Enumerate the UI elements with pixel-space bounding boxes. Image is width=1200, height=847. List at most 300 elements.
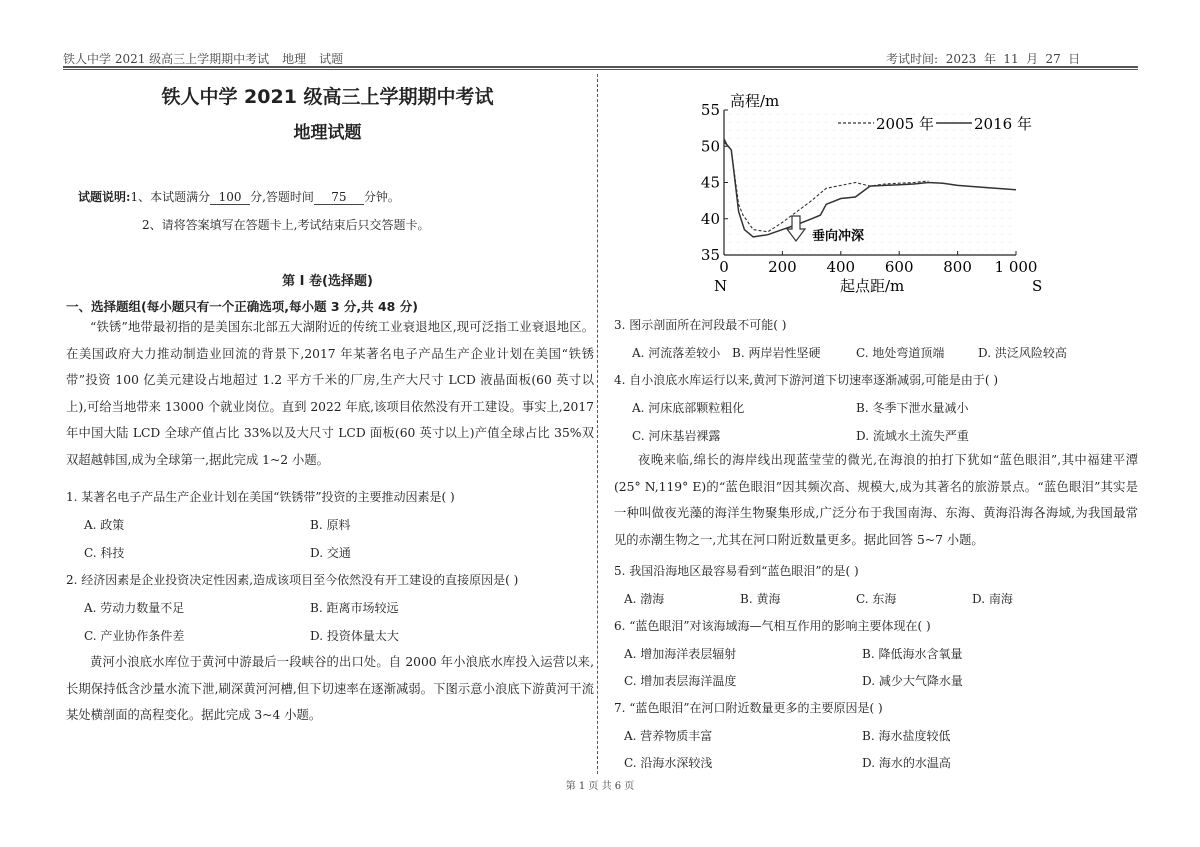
- q3-option-a[interactable]: A. 河流落差较小: [632, 346, 721, 360]
- grid-dot: [850, 218, 851, 219]
- grid-dot: [762, 122, 763, 123]
- grid-dot: [730, 242, 731, 243]
- grid-dot: [898, 242, 899, 243]
- grid-dot: [946, 234, 947, 235]
- grid-dot: [778, 130, 779, 131]
- grid-dot: [866, 162, 867, 163]
- grid-dot: [914, 186, 915, 187]
- grid-dot: [1010, 194, 1011, 195]
- grid-dot: [794, 138, 795, 139]
- grid-dot: [994, 242, 995, 243]
- grid-dot: [978, 234, 979, 235]
- grid-dot: [954, 202, 955, 203]
- grid-dot: [834, 122, 835, 123]
- q2-option-b[interactable]: B. 距离市场较远: [310, 601, 399, 615]
- grid-dot: [770, 130, 771, 131]
- grid-dot: [874, 218, 875, 219]
- grid-dot: [962, 114, 963, 115]
- grid-dot: [810, 114, 811, 115]
- q6-option-a[interactable]: A. 增加海洋表层辐射: [624, 647, 737, 661]
- grid-dot: [906, 242, 907, 243]
- grid-dot: [818, 146, 819, 147]
- grid-dot: [738, 218, 739, 219]
- grid-dot: [730, 218, 731, 219]
- grid-dot: [898, 194, 899, 195]
- grid-dot: [746, 194, 747, 195]
- grid-dot: [826, 186, 827, 187]
- grid-dot: [906, 202, 907, 203]
- grid-dot: [930, 162, 931, 163]
- grid-dot: [938, 218, 939, 219]
- grid-dot: [786, 138, 787, 139]
- grid-dot: [946, 202, 947, 203]
- grid-dot: [738, 114, 739, 115]
- grid-dot: [834, 138, 835, 139]
- grid-dot: [946, 178, 947, 179]
- q6-option-b[interactable]: B. 降低海水含氧量: [862, 647, 963, 661]
- grid-dot: [962, 170, 963, 171]
- grid-dot: [850, 130, 851, 131]
- grid-dot: [914, 170, 915, 171]
- q7-option-d[interactable]: D. 海水的水温高: [862, 756, 951, 770]
- q4-option-d[interactable]: D. 流域水土流失严重: [856, 429, 969, 443]
- grid-dot: [946, 154, 947, 155]
- grid-dot: [810, 186, 811, 187]
- chart-legend: [838, 115, 1032, 133]
- grid-dot: [786, 210, 787, 211]
- grid-dot: [962, 154, 963, 155]
- grid-dot: [866, 218, 867, 219]
- grid-dot: [786, 178, 787, 179]
- grid-dot: [826, 218, 827, 219]
- grid-dot: [770, 194, 771, 195]
- grid-dot: [890, 154, 891, 155]
- grid-dot: [986, 138, 987, 139]
- grid-dot: [930, 194, 931, 195]
- grid-dot: [986, 186, 987, 187]
- grid-dot: [946, 226, 947, 227]
- passage-rust-belt: “铁锈”地带最初指的是美国东北部五大湖附近的传统工业衰退地区,现可泛指工业衰退地区。在美国政府大力推动制造业回流的背景下,2017 年某著名电子产品生产企业计划在美国“铁锈带”投资 100 亿美元建设占地超过 1.2 平方千米的厂房,生产大尺寸 LCD 液晶面板(60 英寸以上),可给当地带来 13000 个就业岗位。直到 2022 年底,该项目依然没有开工建设。事实上,2017 年中国大陆 LCD 全球产值占比 33%以及大尺寸 LCD 面板(60 英寸以上)产值全球占比 35%双双超越韩国,成为全球第一,据此完成 1~2 小题。: [66, 320, 594, 467]
- grid-dot: [898, 226, 899, 227]
- header-subject: 地理: [269, 50, 319, 68]
- grid-dot: [762, 202, 763, 203]
- grid-dot: [794, 162, 795, 163]
- grid-dot: [754, 210, 755, 211]
- x-tick-label: 400: [826, 258, 856, 276]
- grid-dot: [914, 194, 915, 195]
- y-tick-label: 55: [700, 101, 720, 119]
- grid-dot: [882, 138, 883, 139]
- grid-dot: [938, 210, 939, 211]
- grid-dot: [898, 154, 899, 155]
- grid-dot: [730, 146, 731, 147]
- grid-dot: [954, 226, 955, 227]
- grid-dot: [826, 138, 827, 139]
- grid-dot: [890, 234, 891, 235]
- grid-dot: [754, 146, 755, 147]
- grid-dot: [858, 226, 859, 227]
- grid-dot: [898, 178, 899, 179]
- grid-dot: [762, 114, 763, 115]
- grid-dot: [994, 170, 995, 171]
- grid-dot: [898, 170, 899, 171]
- grid-dot: [978, 210, 979, 211]
- q2-option-c[interactable]: C. 产业协作条件差: [84, 629, 185, 643]
- grid-dot: [730, 234, 731, 235]
- y-tick-label: 35: [700, 246, 720, 264]
- grid-dot: [890, 210, 891, 211]
- grid-dot: [1002, 170, 1003, 171]
- grid-dot: [954, 170, 955, 171]
- grid-dot: [994, 162, 995, 163]
- grid-dot: [834, 114, 835, 115]
- grid-dot: [882, 162, 883, 163]
- grid-dot: [794, 202, 795, 203]
- grid-dot: [826, 210, 827, 211]
- grid-dot: [858, 138, 859, 139]
- grid-dot: [794, 242, 795, 243]
- grid-dot: [754, 154, 755, 155]
- grid-dot: [962, 130, 963, 131]
- grid-dot: [786, 170, 787, 171]
- grid-dot: [746, 186, 747, 187]
- grid-dot: [762, 186, 763, 187]
- grid-dot: [778, 146, 779, 147]
- grid-dot: [954, 178, 955, 179]
- grid-dot: [826, 130, 827, 131]
- grid-dot: [858, 146, 859, 147]
- grid-dot: [794, 170, 795, 171]
- grid-dot: [962, 226, 963, 227]
- grid-dot: [778, 186, 779, 187]
- grid-dot: [962, 242, 963, 243]
- grid-dot: [818, 226, 819, 227]
- q1-option-d[interactable]: D. 交通: [310, 546, 351, 560]
- chart-grid: [730, 114, 1011, 251]
- grid-dot: [786, 234, 787, 235]
- grid-dot: [810, 170, 811, 171]
- grid-dot: [842, 114, 843, 115]
- grid-dot: [994, 138, 995, 139]
- q3-option-c[interactable]: C. 地处弯道顶端: [856, 346, 945, 360]
- grid-dot: [826, 122, 827, 123]
- grid-dot: [738, 130, 739, 131]
- grid-dot: [826, 202, 827, 203]
- grid-dot: [770, 114, 771, 115]
- grid-dot: [842, 178, 843, 179]
- grid-dot: [858, 250, 859, 251]
- q2-option-d[interactable]: D. 投资体量太大: [310, 629, 399, 643]
- grid-dot: [874, 210, 875, 211]
- grid-dot: [818, 250, 819, 251]
- grid-dot: [866, 130, 867, 131]
- grid-dot: [746, 130, 747, 131]
- grid-dot: [794, 154, 795, 155]
- header-day: 27: [1038, 52, 1068, 67]
- grid-dot: [810, 194, 811, 195]
- grid-dot: [834, 218, 835, 219]
- grid-dot: [946, 194, 947, 195]
- q1-option-c[interactable]: C. 科技: [84, 546, 125, 560]
- grid-dot: [874, 146, 875, 147]
- grid-dot: [978, 226, 979, 227]
- grid-dot: [962, 202, 963, 203]
- grid-dot: [970, 234, 971, 235]
- grid-dot: [858, 114, 859, 115]
- grid-dot: [842, 218, 843, 219]
- grid-dot: [778, 194, 779, 195]
- question-3: 3. 图示剖面所在河段最不可能( ): [614, 318, 787, 332]
- grid-dot: [962, 138, 963, 139]
- chart-annotation: 垂向冲深: [812, 229, 865, 244]
- grid-dot: [906, 154, 907, 155]
- grid-dot: [906, 194, 907, 195]
- grid-dot: [1002, 178, 1003, 179]
- grid-dot: [834, 194, 835, 195]
- grid-dot: [762, 234, 763, 235]
- grid-dot: [970, 170, 971, 171]
- grid-dot: [786, 226, 787, 227]
- header-exam-name: 铁人中学 2021 级高三上学期期中考试: [63, 52, 270, 66]
- grid-dot: [978, 242, 979, 243]
- q4-option-a[interactable]: A. 河床底部颗粒粗化: [632, 401, 745, 415]
- grid-dot: [762, 162, 763, 163]
- q7-option-c[interactable]: C. 沿海水深较浅: [624, 756, 713, 770]
- grid-dot: [890, 138, 891, 139]
- grid-dot: [882, 202, 883, 203]
- grid-dot: [746, 250, 747, 251]
- grid-dot: [810, 234, 811, 235]
- grid-dot: [818, 162, 819, 163]
- grid-dot: [738, 154, 739, 155]
- grid-dot: [962, 210, 963, 211]
- grid-dot: [890, 218, 891, 219]
- grid-dot: [802, 218, 803, 219]
- q3-option-d[interactable]: D. 洪泛风险较高: [978, 346, 1067, 360]
- q5-option-a[interactable]: A. 渤海: [624, 592, 665, 606]
- grid-dot: [786, 194, 787, 195]
- grid-dot: [1002, 234, 1003, 235]
- grid-dot: [794, 122, 795, 123]
- grid-dot: [882, 154, 883, 155]
- header-day-unit: 日: [1068, 52, 1081, 66]
- question-group-title: 一、选择题组(每小题只有一个正确选项,每小题 3 分,共 48 分): [66, 299, 418, 314]
- grid-dot: [954, 194, 955, 195]
- instructions-line-1: [78, 188, 400, 205]
- grid-dot: [746, 138, 747, 139]
- grid-dot: [842, 146, 843, 147]
- instructions-text: 1、本试题满分: [130, 190, 211, 204]
- grid-dot: [954, 130, 955, 131]
- grid-dot: [1002, 242, 1003, 243]
- grid-dot: [994, 218, 995, 219]
- grid-dot: [930, 146, 931, 147]
- grid-dot: [826, 114, 827, 115]
- grid-dot: [810, 162, 811, 163]
- grid-dot: [970, 202, 971, 203]
- grid-dot: [938, 178, 939, 179]
- grid-dot: [874, 170, 875, 171]
- grid-dot: [954, 234, 955, 235]
- grid-dot: [946, 210, 947, 211]
- grid-dot: [826, 170, 827, 171]
- grid-dot: [738, 226, 739, 227]
- grid-dot: [754, 242, 755, 243]
- grid-dot: [922, 138, 923, 139]
- grid-dot: [730, 170, 731, 171]
- grid-dot: [810, 218, 811, 219]
- grid-dot: [738, 186, 739, 187]
- grid-dot: [1010, 242, 1011, 243]
- grid-dot: [730, 178, 731, 179]
- grid-dot: [962, 234, 963, 235]
- grid-dot: [914, 226, 915, 227]
- q3-option-b[interactable]: B. 两岸岩性坚硬: [732, 346, 821, 360]
- grid-dot: [802, 202, 803, 203]
- q1-option-b[interactable]: B. 原料: [310, 518, 351, 532]
- grid-dot: [906, 226, 907, 227]
- grid-dot: [818, 130, 819, 131]
- grid-dot: [994, 210, 995, 211]
- grid-dot: [938, 250, 939, 251]
- grid-dot: [946, 130, 947, 131]
- grid-dot: [834, 146, 835, 147]
- grid-dot: [914, 178, 915, 179]
- grid-dot: [946, 250, 947, 251]
- grid-dot: [858, 178, 859, 179]
- grid-dot: [866, 202, 867, 203]
- grid-dot: [866, 178, 867, 179]
- grid-dot: [1002, 186, 1003, 187]
- grid-dot: [770, 226, 771, 227]
- grid-dot: [810, 138, 811, 139]
- grid-dot: [762, 242, 763, 243]
- instructions-text: 分,答题时间: [250, 190, 314, 204]
- grid-dot: [930, 138, 931, 139]
- grid-dot: [770, 210, 771, 211]
- grid-dot: [730, 138, 731, 139]
- grid-dot: [930, 218, 931, 219]
- grid-dot: [858, 130, 859, 131]
- grid-dot: [882, 170, 883, 171]
- grid-dot: [762, 218, 763, 219]
- grid-dot: [946, 170, 947, 171]
- grid-dot: [994, 234, 995, 235]
- grid-dot: [850, 154, 851, 155]
- q5-option-b[interactable]: B. 黄海: [740, 592, 781, 606]
- grid-dot: [746, 234, 747, 235]
- grid-dot: [970, 162, 971, 163]
- grid-dot: [970, 218, 971, 219]
- grid-dot: [994, 154, 995, 155]
- grid-dot: [810, 130, 811, 131]
- grid-dot: [954, 218, 955, 219]
- grid-dot: [786, 154, 787, 155]
- q5-option-c[interactable]: C. 东海: [856, 592, 897, 606]
- grid-dot: [922, 170, 923, 171]
- grid-dot: [874, 130, 875, 131]
- grid-dot: [898, 202, 899, 203]
- grid-dot: [938, 162, 939, 163]
- grid-dot: [970, 250, 971, 251]
- grid-dot: [954, 146, 955, 147]
- grid-dot: [994, 226, 995, 227]
- q4-option-c[interactable]: C. 河床基岩裸露: [632, 429, 721, 443]
- grid-dot: [962, 146, 963, 147]
- q7-option-b[interactable]: B. 海水盐度较低: [862, 729, 951, 743]
- grid-dot: [826, 226, 827, 227]
- grid-dot: [730, 122, 731, 123]
- grid-dot: [1002, 250, 1003, 251]
- grid-dot: [874, 154, 875, 155]
- grid-dot: [754, 114, 755, 115]
- grid-dot: [946, 146, 947, 147]
- grid-dot: [802, 138, 803, 139]
- grid-dot: [778, 234, 779, 235]
- grid-dot: [882, 250, 883, 251]
- grid-dot: [858, 154, 859, 155]
- grid-dot: [762, 250, 763, 251]
- grid-dot: [922, 146, 923, 147]
- grid-dot: [858, 210, 859, 211]
- grid-dot: [730, 130, 731, 131]
- grid-dot: [730, 186, 731, 187]
- grid-dot: [770, 154, 771, 155]
- grid-dot: [810, 146, 811, 147]
- grid-dot: [890, 146, 891, 147]
- q7-option-a[interactable]: A. 营养物质丰富: [624, 729, 713, 743]
- grid-dot: [986, 210, 987, 211]
- grid-dot: [778, 202, 779, 203]
- grid-dot: [746, 114, 747, 115]
- q6-option-c[interactable]: C. 增加表层海洋温度: [624, 674, 737, 688]
- grid-dot: [898, 210, 899, 211]
- grid-dot: [762, 210, 763, 211]
- q2-option-a[interactable]: A. 劳动力数量不足: [84, 601, 185, 615]
- grid-dot: [882, 178, 883, 179]
- grid-dot: [746, 146, 747, 147]
- grid-dot: [770, 162, 771, 163]
- y-tick-label: 50: [700, 137, 720, 156]
- x-tick-label: 800: [943, 258, 972, 276]
- grid-dot: [754, 226, 755, 227]
- q5-option-d[interactable]: D. 南海: [972, 592, 1013, 606]
- grid-dot: [826, 154, 827, 155]
- q6-option-d[interactable]: D. 减少大气降水量: [862, 674, 963, 688]
- grid-dot: [866, 114, 867, 115]
- grid-dot: [890, 162, 891, 163]
- grid-dot: [730, 162, 731, 163]
- grid-dot: [914, 138, 915, 139]
- grid-dot: [794, 250, 795, 251]
- grid-dot: [738, 178, 739, 179]
- grid-dot: [842, 226, 843, 227]
- q4-option-b[interactable]: B. 冬季下泄水量减小: [856, 401, 969, 415]
- grid-dot: [786, 202, 787, 203]
- grid-dot: [882, 194, 883, 195]
- grid-dot: [834, 226, 835, 227]
- grid-dot: [938, 234, 939, 235]
- grid-dot: [978, 194, 979, 195]
- y-tick-label: 40: [700, 209, 720, 228]
- grid-dot: [858, 218, 859, 219]
- grid-dot: [1010, 250, 1011, 251]
- q1-option-a[interactable]: A. 政策: [84, 518, 125, 532]
- grid-dot: [850, 186, 851, 187]
- header-year-unit: 年: [984, 52, 997, 66]
- grid-dot: [970, 130, 971, 131]
- column-divider: [597, 74, 598, 774]
